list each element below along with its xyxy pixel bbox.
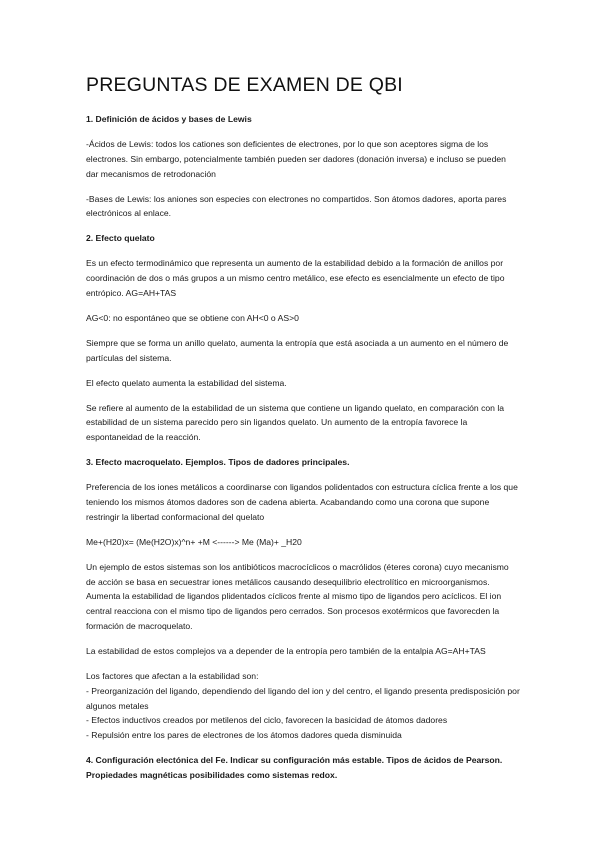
section-2-heading: 2. Efecto quelato	[86, 233, 155, 244]
lewis-acids-paragraph: -Ácidos de Lewis: todos los cationes son deficientes de electrones, por lo que son aceptores sigma de los electrones. Sin embargo, potencialmente también pueden ser dadores (donación inversa) e incluso se pueden dar mecanismos de retrodonación	[86, 138, 506, 179]
list-item: - Repulsión entre los pares de electrones de los átomos dadores queda disminuida	[86, 730, 402, 741]
section-3-heading: 3. Efecto macroquelato. Ejemplos. Tipos de dadores principales.	[86, 457, 350, 468]
factors-intro: Los factores que afectan a la estabilidad son:	[86, 670, 259, 681]
stability-factors-block	[86, 669, 520, 743]
list-item: - Preorganización del ligando, dependiendo del ligando del ion y del centro, el ligando presenta predisposición por algunos metales	[86, 685, 520, 711]
entropy-paragraph: Siempre que se forma un anillo quelato, aumenta la entropía que está asociada a un aumento en el número de partículas del sistema.	[86, 337, 509, 363]
document-body	[86, 112, 520, 793]
section-1-heading: 1. Definición de ácidos y bases de Lewis	[86, 114, 252, 124]
list-item: - Efectos inductivos creados por metilenos del ciclo, favorecen la basicidad de átomos dadores	[86, 715, 448, 726]
section-4-heading: 4. Configuración electónica del Fe. Indicar su configuración más estable. Tipos de ácidos de Pearson. Propiedades magnéticas posibilidades como sistemas redox.	[86, 755, 503, 780]
lewis-bases-paragraph: -Bases de Lewis: los aniones son especies con electrones no compartidos. Son átomos dadores, aporta pares electrónicos al enlace.	[86, 193, 507, 219]
macrochelate-example-paragraph: Un ejemplo de estos sistemas son los antibióticos macrocíclicos o macrólidos (éteres corona) cuyo mecanismo de acción se basa en secuestrar iones metálicos causando desequilibrio electrolítico en microorganismos. Aumenta la estabilidad de ligandos plidentados cíclicos frente al mismo tipo de ligandos pero acíclicos. El ion central reacciona con el mismo tipo de ligandos pero cerrados. Son procesos exotérmicos que favorecden la formación de macroquelato.	[86, 561, 509, 631]
document-title: PREGUNTAS DE EXAMEN DE QBI	[86, 74, 403, 96]
macrochelate-definition-paragraph: Preferencia de los iones metálicos a coordinarse con ligandos polidentados con estructura cíclica frente a los que teniendo los mismos átomos dadores son de cadena abierta. Acabandando como una corona que supone restringir la libertad conformacional del quelato	[86, 482, 518, 522]
chelate-comparison-paragraph: Se refiere al aumento de la estabilidad de un sistema que contiene un ligando quelato, en comparación con la estabilidad de un sistema parecido pero sin ligandos quelato. Un aumento de la entropía favorece la espontaneidad de la reacción.	[86, 402, 505, 443]
spontaneity-paragraph: AG<0: no espontáneo que se obtiene con AH<0 o AS>0	[86, 312, 299, 323]
factors-list	[86, 684, 520, 743]
stability-paragraph: El efecto quelato aumenta la estabilidad del sistema.	[86, 377, 287, 388]
enthalpy-paragraph: La estabilidad de estos complejos va a depender de la entropía pero también de la entalpia AG=AH+TAS	[86, 645, 486, 656]
reaction-equation: Me+(H20)x= (Me(H2O)x)^n+ +M <------> Me (Ma)+ _H20	[86, 536, 302, 547]
chelate-definition-paragraph: Es un efecto termodinámico que representa un aumento de la estabilidad debido a la formación de anillos por coordinación de dos o más grupos a un mismo centro metálico, ese efecto es esencialmente un efecto de tipo entrópico. AG=AH+TAS	[86, 258, 505, 298]
